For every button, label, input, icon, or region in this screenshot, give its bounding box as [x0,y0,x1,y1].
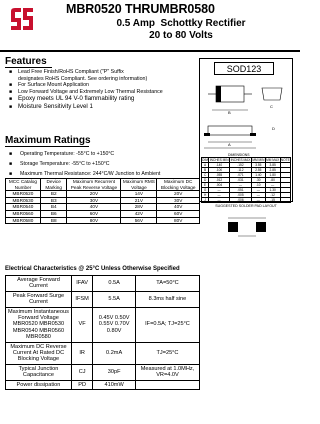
table-cell: IF=0.5A; TJ=25°C [135,307,199,342]
table-cell: IR [71,342,92,364]
dimension-cell: — [209,198,230,203]
table-cell: MBR0540 [6,204,41,211]
table-cell: 60V [157,210,200,217]
feature-item: ■ Moisture Sensitivity Level 1 [8,103,178,111]
dimension-cell: 3.85 [265,163,280,168]
rating-item: ■ Operating Temperature: -55°C to +150°C [8,149,218,159]
features-underline [5,67,52,68]
voltage-range: 20 to 80 Volts [149,30,213,41]
table-cell: 0.5A [93,276,136,292]
table-cell: Average Forward Current [6,276,72,292]
table-cell: MBR0520 [6,191,41,198]
table-cell: 28V [121,204,157,211]
features-list [8,69,178,111]
dimension-cell: .30 [251,178,265,183]
table-row [6,342,200,364]
table-cell [135,380,199,389]
table-cell: Maximum DC Reverse Current At Rated DC Blocking Voltage [6,342,72,364]
table-header-row [6,179,200,191]
dimension-cell: .152 [230,163,252,168]
dimension-row [202,198,291,203]
column-header: Device Marking [40,179,67,191]
table-row [6,204,200,211]
dimension-cell: 1.40 [251,173,265,178]
column-header: Maximum RMS Voltage [122,179,155,190]
dimension-cell: — [251,193,265,198]
part-number-title: MBR0520 THRUMBR0580 [66,2,215,16]
table-cell: 60V [67,210,121,217]
table-cell: 56V [121,217,157,224]
ratings-heading: Maximum Ratings [5,135,91,146]
table-cell: 80V [157,217,200,224]
ratings-list [8,149,218,179]
dimension-cell: C [202,173,209,178]
table-cell: B6 [40,210,67,217]
table-cell: MBR0560 [6,210,41,217]
table-cell: MBR0580 [6,217,41,224]
table-row [6,291,200,307]
company-logo [8,6,34,32]
dimension-cell: .004 [209,183,230,188]
table-cell: 0.2mA [93,342,136,364]
dimension-cell: B [202,168,209,173]
dimension-cell: A [202,163,209,168]
package-name: SOD123 [214,62,274,75]
table-cell: Power dissipation [6,380,72,389]
dimension-cell [280,198,290,203]
feature-item: ■ Low Forward Voltage and Extremely Low Thermal Resistance [8,89,178,96]
ratings-underline [5,146,89,147]
table-cell: 42V [121,210,157,217]
table-cell: 8.3ms half sine [135,291,199,307]
electrical-heading: Electrical Characteristics @ 25°C Unless Otherwise Specified [5,266,180,272]
table-cell: 14V [121,191,157,198]
table-cell: IFSM [71,291,92,307]
dimension-cell: — [230,183,252,188]
table-row [6,364,200,380]
table-row [6,191,200,198]
dimensions-table [201,157,291,203]
dimension-cell: .055 [209,173,230,178]
device-type: Schottky Rectifier [160,18,246,29]
svg-text:B: B [228,110,231,115]
dimension-cell: .100 [209,168,230,173]
dimension-header: MM MAX [266,158,280,162]
pad-layout-drawing [224,214,270,240]
table-cell: CJ [71,364,92,380]
table-cell: 30pF [93,364,136,380]
table-cell: VF [71,307,92,342]
dimension-cell: — [251,198,265,203]
table-cell: Peak Forward Surge Current [6,291,72,307]
dimension-cell: D [202,178,209,183]
table-cell: B4 [40,204,67,211]
feature-item: designates RoHS Compliant. See ordering information) [18,75,148,82]
table-cell: 30V [67,197,121,204]
table-cell: B2 [40,191,67,198]
table-cell: 20V [67,191,121,198]
table-cell: Measured at 1.0MHz, VR=4.0V [135,364,199,380]
feature-item: ■ For Surface Mount Application [8,82,178,89]
dimension-header: MM MIN [252,158,265,162]
dimension-cell: .012 [209,178,230,183]
dimension-cell: .112 [230,168,252,173]
table-cell: MBR0530 [6,197,41,204]
pad-layout-title: SUGGESTED SOLDER PAD LAYOUT [215,204,277,208]
dimension-cell: .031 [230,178,252,183]
feature-item: ■ Lead Free Finish/RoHS Compliant ("P" Suffix [8,69,178,76]
table-row [6,197,200,204]
dimension-cell: .006 [230,198,252,203]
table-cell: 410mW [93,380,136,389]
dimension-header: INCHES MIN [209,158,229,162]
dimension-cell: 2.55 [251,168,265,173]
table-cell: 80V [67,217,121,224]
dimension-cell: 3.55 [251,163,265,168]
dimension-cell: .12 [265,193,280,198]
dimension-cell: — [209,193,230,198]
table-row [6,307,200,342]
dimension-cell: J [202,198,209,203]
table-cell: B3 [40,197,67,204]
dimension-cell: 1.80 [265,173,280,178]
table-row [6,380,200,389]
dimension-cell: .10 [251,183,265,188]
table-cell: 30V [157,197,200,204]
dimension-cell: .140 [209,163,230,168]
dimension-cell: 1.30 [265,188,280,193]
dimension-cell: H [202,193,209,198]
dimension-cell: G [202,188,209,193]
dimension-cell: E [202,183,209,188]
dimension-cell: .071 [230,173,252,178]
product-description [96,18,266,42]
svg-text:A: A [228,142,231,147]
dimension-cell: .051 [230,188,252,193]
rating-item: ■ Maximum Thermal Resistance: 244°C/W Junction to Ambient [8,169,218,179]
header-divider [0,50,300,52]
dimension-header: INCHES MAX [230,158,251,162]
dimension-cell: .005 [230,193,252,198]
package-outline-drawing [202,80,290,154]
electrical-table [5,275,200,390]
dimension-cell: — [265,183,280,188]
features-heading: Features [5,56,47,67]
rating-item: ■ Storage Temperature: -55°C to +150°C [8,159,218,169]
table-cell: TJ=25°C [135,342,199,364]
table-cell: B8 [40,217,67,224]
column-header: Maximum Recurrent Peak Reverse Voltage [67,179,121,191]
table-row [6,276,200,292]
svg-text:D: D [272,126,275,131]
dimension-cell: 2.85 [265,168,280,173]
svg-text:C: C [270,104,273,109]
feature-item: ■ Epoxy meets UL 94 V-0 flammability rating [8,95,178,103]
dimension-header: NOTE [280,158,290,162]
table-cell: 5.5A [93,291,136,307]
table-cell: 0.45V 0.50V 0.55V 0.70V 0.80V [93,307,136,342]
table-cell: Typical Junction Capacitance [6,364,72,380]
table-row [6,217,200,224]
column-header: MCC Catalog Number [6,179,41,191]
dimension-cell: .80 [265,178,280,183]
table-cell: 40V [67,204,121,211]
max-ratings-table [5,178,200,224]
dimension-cell: .15 [265,198,280,203]
column-header: Maximum DC Blocking Voltage [157,179,200,191]
table-cell: Maximum Instantaneous Forward Voltage MBR0520 MBR0530 MBR0540 MBR0560 MBR0580 [6,307,72,342]
dimensions-title: DIMENSIONS [228,153,250,157]
table-cell: 20V [157,191,200,198]
dimension-cell: — [251,188,265,193]
dimension-cell: — [209,188,230,193]
table-cell: IFAV [71,276,92,292]
table-cell: 40V [157,204,200,211]
table-cell: 21V [121,197,157,204]
table-cell: TA=50°C [135,276,199,292]
current-rating: 0.5 Amp [116,18,155,29]
table-row [6,210,200,217]
table-cell: PD [71,380,92,389]
dimension-header: DIM [202,158,209,162]
